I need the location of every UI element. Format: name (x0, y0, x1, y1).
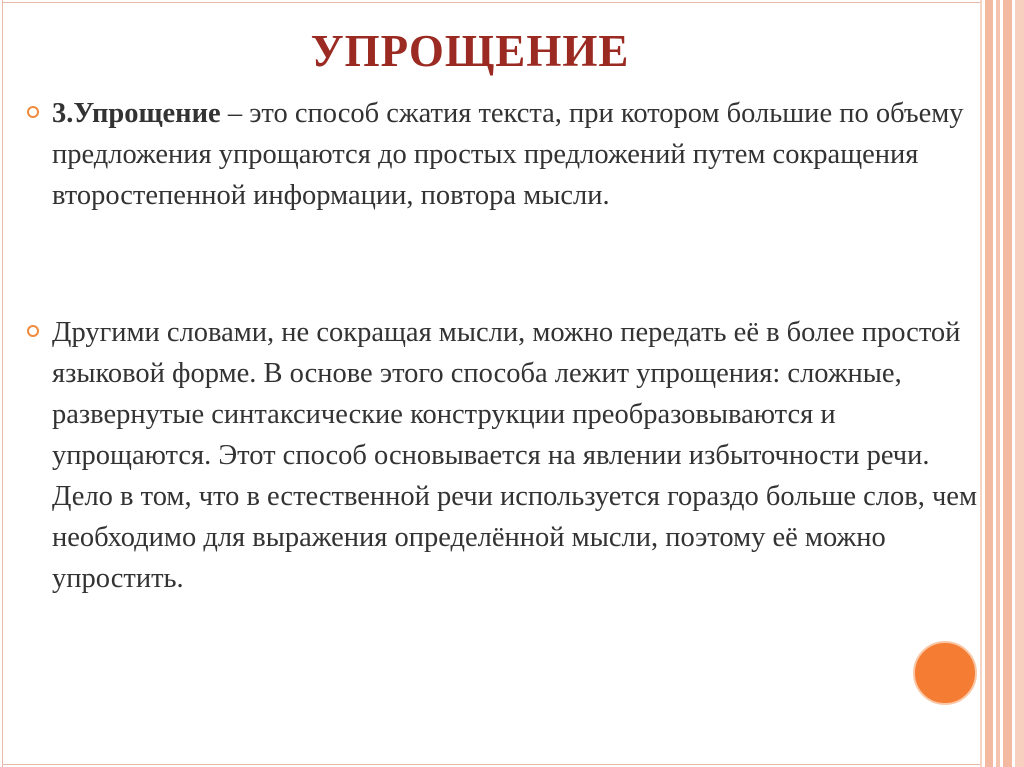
bullet-text: – это способ сжатия текста, при котором большие по объему предложения упрощаются до простых предложений путем сокращения второстепенной информации, повтора мысли. (52, 98, 964, 211)
left-border-line (2, 0, 3, 767)
orange-circle-icon (913, 641, 977, 705)
bottom-border-line (2, 764, 980, 765)
bullet-item-explanation (52, 312, 987, 599)
bullet-item-definition (52, 93, 987, 216)
bullet-bold-term: 3.Упрощение (52, 98, 221, 129)
top-border-line (2, 2, 980, 3)
hollow-circle-bullet-icon (27, 325, 39, 337)
slide-title: УПРОЩЕНИЕ (310, 26, 630, 76)
bullet-text: Другими словами, не сокращая мысли, можно передать её в более простой языковой форме. В основе этого способа лежит упрощения: сложные, развернутые синтаксические конструкции преобразовываются и упрощаются. Этот способ основывается на явлении избыточности речи. Дело в том, что в естественной речи используется гораздо больше слов, чем необходимо для выражения определённой мысли, поэтому её можно упростить. (52, 317, 977, 594)
hollow-circle-bullet-icon (27, 106, 39, 118)
